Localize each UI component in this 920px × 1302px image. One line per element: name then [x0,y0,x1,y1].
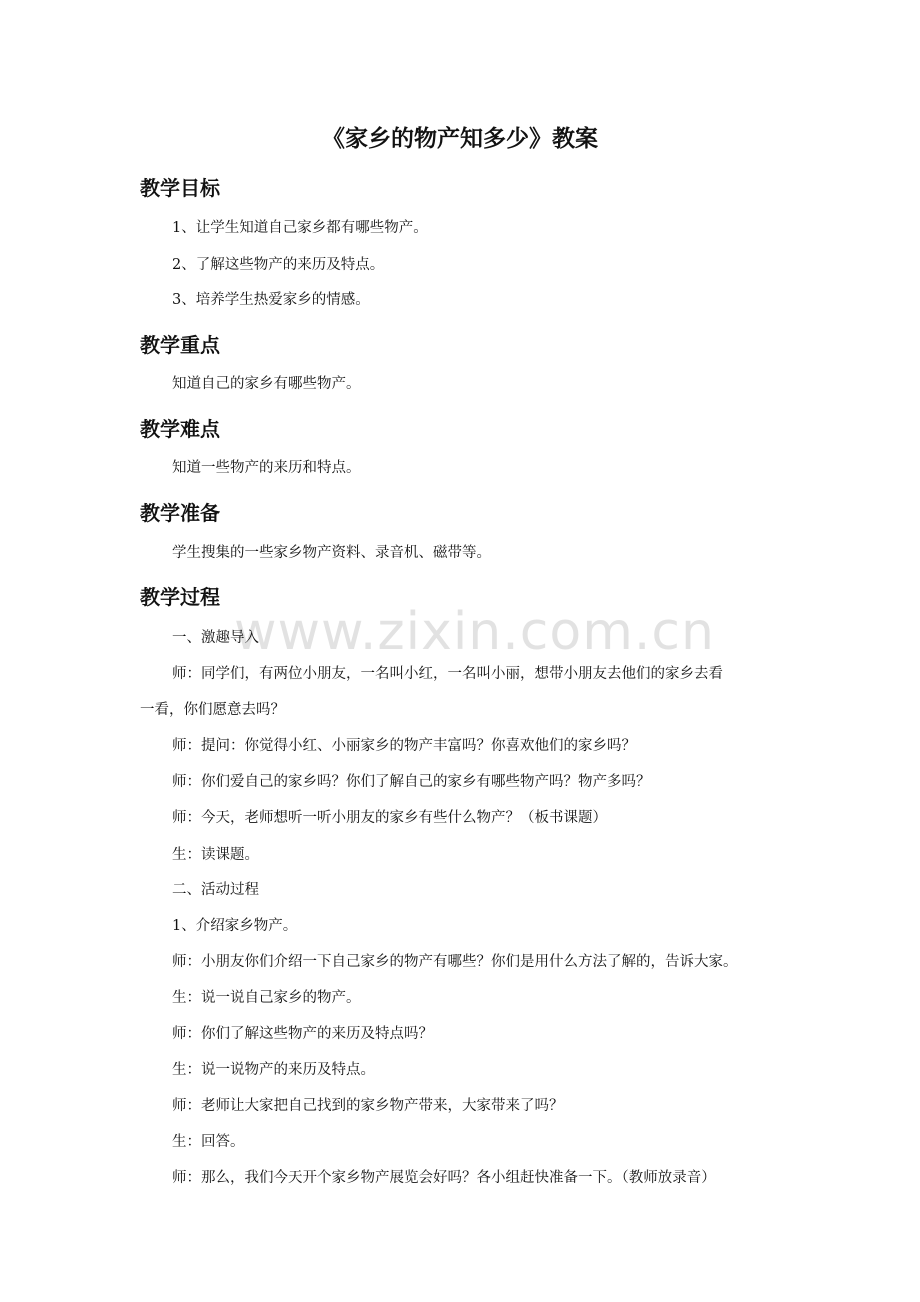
process-line: 生：说一说自己家乡的物产。 [172,990,361,1006]
heading-process: 教学过程 [140,585,220,609]
goal-item-1: 1、让学生知道自己家乡都有哪些物产。 [172,220,428,236]
heading-preparation: 教学准备 [140,501,220,525]
heading-goals: 教学目标 [140,176,220,200]
process-line: 师：老师让大家把自己找到的家乡物产带来，大家带来了吗？ [172,1098,564,1114]
preparation-text: 学生搜集的一些家乡物产资料、录音机、磁带等。 [172,545,491,561]
key-point-text: 知道自己的家乡有哪些物产。 [172,376,361,392]
goal-item-2: 2、了解这些物产的来历及特点。 [172,257,385,273]
process-line: 师：提问：你觉得小红、小丽家乡的物产丰富吗？你喜欢他们的家乡吗？ [172,738,636,754]
process-line: 生：读课题。 [172,847,259,863]
heading-key-point: 教学重点 [140,333,220,357]
heading-difficulty: 教学难点 [140,417,220,441]
process-line: 生：说一说物产的来历及特点。 [172,1062,375,1078]
process-line: 师：你们了解这些物产的来历及特点吗？ [172,1026,433,1042]
watermark: www.zixin.com.cn [234,602,715,662]
process-line: 一看，你们愿意去吗？ [140,702,285,718]
process-line: 师：小朋友你们介绍一下自己家乡的物产有哪些？你们是用什么方法了解的，告诉大家。 [172,954,738,970]
process-line: 1、介绍家乡物产。 [172,918,298,934]
process-line: 师：你们爱自己的家乡吗？你们了解自己的家乡有哪些物产吗？物产多吗？ [172,774,651,790]
process-line: 一、激趣导入 [172,630,259,646]
process-line: 二、活动过程 [172,882,259,898]
difficulty-text: 知道一些物产的来历和特点。 [172,460,361,476]
document-title: 《家乡的物产知多少》教案 [322,126,598,152]
process-line: 师：那么，我们今天开个家乡物产展览会好吗？各小组赶快准备一下。（教师放录音） [172,1170,716,1186]
goal-item-3: 3、培养学生热爱家乡的情感。 [172,292,370,308]
process-line: 师：今天，老师想听一听小朋友的家乡有些什么物产？（板书课题） [172,810,607,826]
process-line: 生：回答。 [172,1134,245,1150]
process-line: 师：同学们，有两位小朋友，一名叫小红，一名叫小丽，想带小朋友去他们的家乡去看 [172,666,723,682]
